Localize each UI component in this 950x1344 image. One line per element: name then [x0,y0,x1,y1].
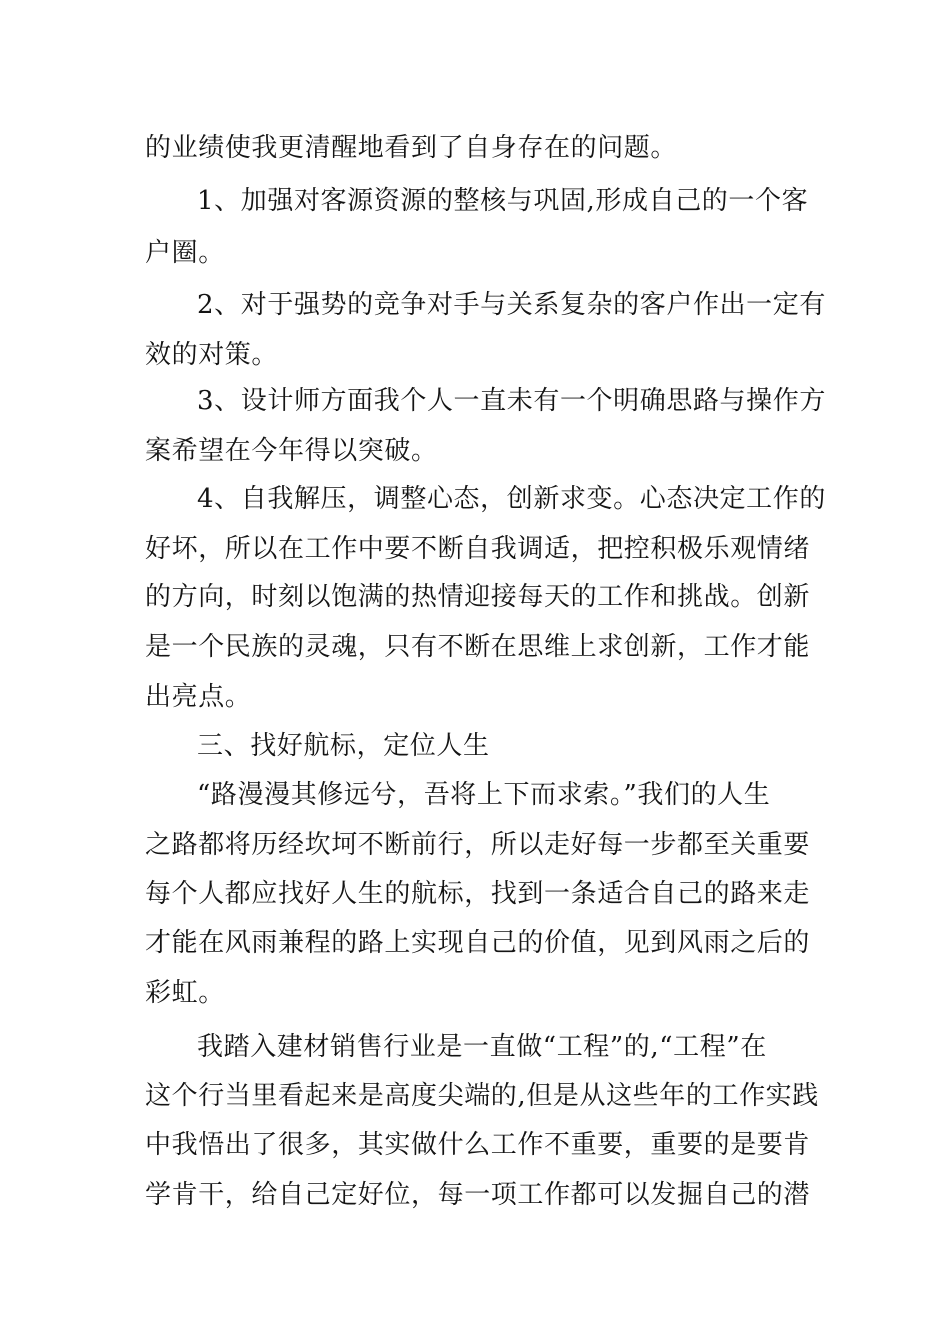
text-line: 3、设计师方面我个人一直未有一个明确思路与操作方 [197,386,826,416]
text-line: 效的对策。 [145,340,279,370]
text-line: 这个行当里看起来是高度尖端的,但是从这些年的工作实践 [145,1081,819,1111]
text-line: 好坏，所以在工作中要不断自我调适，把控积极乐观情绪 [145,534,811,564]
text-line: 中我悟出了很多，其实做什么工作不重要，重要的是要肯 [145,1130,811,1160]
text-line: 案希望在今年得以突破。 [145,436,438,466]
text-line: 的业绩使我更清醒地看到了自身存在的问题。 [145,133,678,163]
text-line: “路漫漫其修远兮，吾将上下而求索。”我们的人生 [197,780,771,810]
text-line: 之路都将历经坎坷不断前行，所以走好每一步都至关重要 [145,830,811,860]
text-line: 才能在风雨兼程的路上实现自己的价值，见到风雨之后的 [145,928,811,958]
text-line: 彩虹。 [145,978,225,1008]
text-line: 2、对于强势的竞争对手与关系复杂的客户作出一定有 [197,290,826,320]
text-line: 是一个民族的灵魂，只有不断在思维上求创新，工作才能 [145,632,811,662]
text-line: 我踏入建材销售行业是一直做“工程”的,“工程”在 [197,1032,767,1062]
text-line: 学肯干，给自己定好位，每一项工作都可以发掘自己的潜 [145,1180,811,1210]
text-line: 1、加强对客源资源的整核与巩固,形成自己的一个客 [197,186,809,216]
text-line: 每个人都应找好人生的航标，找到一条适合自己的路来走 [145,879,811,909]
section-heading: 三、找好航标，定位人生 [197,731,490,761]
text-line: 户圈。 [145,238,225,268]
text-line: 的方向，时刻以饱满的热情迎接每天的工作和挑战。创新 [145,582,811,612]
text-line: 4、自我解压，调整心态，创新求变。心态决定工作的 [197,484,826,514]
text-line: 出亮点。 [145,682,252,712]
